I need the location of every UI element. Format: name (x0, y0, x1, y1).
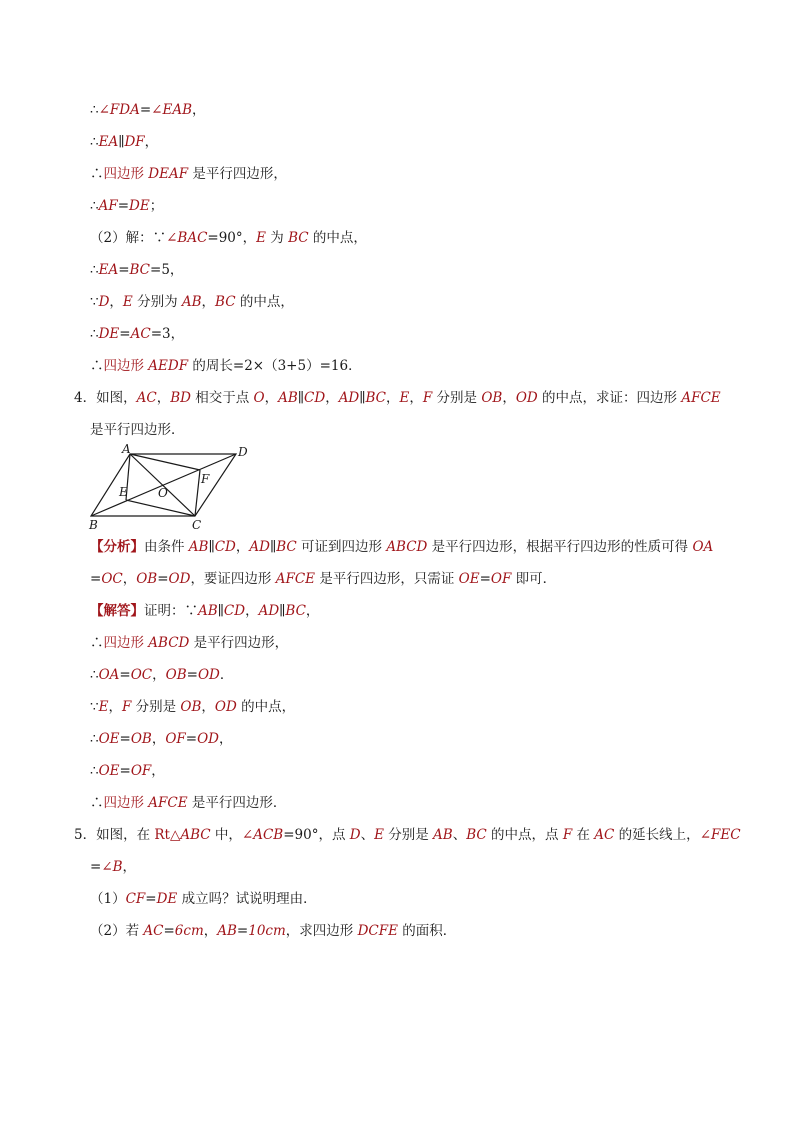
text-segment: ∥ (359, 390, 366, 406)
text-segment: 是平行四边形，根据平行四边形的性质可得 (427, 539, 693, 555)
text-segment: ， (219, 731, 233, 747)
text-segment: E (98, 699, 109, 715)
problem-5-part-1 (90, 890, 317, 908)
text-segment: ∥ (269, 539, 277, 555)
text-line-4 (90, 197, 163, 215)
text-segment: ∥ (297, 390, 305, 406)
text-segment: OB (180, 699, 202, 715)
text-segment: AC (143, 923, 164, 939)
text-line-6 (90, 261, 183, 279)
text-segment: 10cm (248, 923, 286, 939)
text-segment: AC (136, 390, 157, 406)
text-segment: BC (129, 262, 151, 278)
solution-line-5 (90, 730, 233, 748)
text-segment: OE (98, 763, 120, 779)
problem-4-statement-cont (90, 421, 185, 439)
text-segment: ∴ (90, 134, 99, 150)
analysis-line-1 (90, 538, 713, 556)
text-segment: 6cm (174, 923, 204, 939)
text-segment: AB (433, 827, 453, 843)
text-segment: = (145, 891, 157, 907)
text-segment: AEDF (148, 358, 189, 374)
text-segment: ABC (180, 827, 211, 843)
text-segment: OB (130, 731, 152, 747)
text-segment: 证明：∵ (144, 603, 198, 619)
text-segment: 5．如图，在 (74, 827, 155, 843)
text-segment: = (479, 571, 491, 587)
text-segment: 为 (266, 230, 289, 246)
text-segment: 的面积． (397, 923, 457, 939)
text-segment: ∵ (90, 699, 99, 715)
text-segment: AB (198, 603, 218, 619)
text-segment: ∠B (101, 859, 123, 875)
text-segment: = (139, 102, 152, 118)
text-segment: OB (165, 667, 187, 683)
text-segment: = (118, 262, 130, 278)
segment-ce (126, 500, 195, 516)
text-segment: ， (109, 294, 123, 310)
text-segment: AFCE (148, 795, 188, 811)
text-segment: BC (288, 230, 309, 246)
text-segment: AB (278, 390, 298, 406)
text-segment: ； (149, 198, 164, 214)
solution-line-2 (90, 634, 288, 652)
text-segment: ∵ (90, 294, 99, 310)
text-segment: AB (181, 294, 202, 310)
text-segment: 四边形 (103, 166, 149, 182)
problem-4-statement (74, 389, 721, 407)
label-e: E (119, 485, 128, 499)
text-line-5 (90, 229, 367, 247)
text-segment: = (90, 859, 102, 875)
text-segment: 是平行四边形． (187, 795, 287, 811)
text-segment: 是平行四边形， (189, 635, 289, 651)
text-segment: 是平行四边形， (188, 166, 287, 182)
label-c: C (192, 518, 202, 532)
text-segment: ∠FDA (98, 102, 140, 118)
text-segment: ， (386, 390, 400, 406)
text-segment: CD (214, 539, 236, 555)
text-segment: 的中点，点 (486, 827, 563, 843)
text-segment: ∠FEC (699, 827, 741, 843)
text-segment: ， (152, 667, 166, 683)
text-segment: BC (285, 603, 306, 619)
text-segment: ， (201, 294, 216, 310)
text-segment: DE (129, 198, 150, 214)
text-segment: = (163, 923, 175, 939)
text-segment: ∴ (90, 763, 99, 779)
text-segment: OE (98, 731, 120, 747)
text-segment: ，求四边形 (285, 923, 358, 939)
text-segment: （2）解：∵ (90, 230, 167, 246)
text-segment: ∥ (208, 539, 215, 555)
text-segment: ∴ (90, 166, 104, 182)
label-a: A (122, 444, 131, 456)
text-segment: ∥ (217, 603, 224, 619)
text-segment: OB (481, 390, 503, 406)
text-segment: DEAF (148, 166, 189, 182)
text-segment: ∴ (90, 198, 99, 214)
text-segment: AC (130, 326, 151, 342)
text-segment: = (157, 571, 169, 587)
text-segment: E (256, 230, 267, 246)
text-segment: ， (305, 603, 320, 619)
text-segment: F (121, 699, 132, 715)
text-segment: ∴ (90, 635, 104, 651)
label-f: F (201, 472, 210, 486)
text-segment: OD (214, 699, 237, 715)
text-segment: OE (458, 571, 480, 587)
text-segment: 四边形 (103, 635, 149, 651)
text-segment: ∴ (90, 795, 104, 811)
text-segment: AB (188, 539, 209, 555)
text-segment: AD (258, 603, 280, 619)
label-b: B (89, 518, 98, 532)
text-segment: = (119, 763, 131, 779)
text-segment: AF (98, 198, 118, 214)
text-segment: ∴ (90, 326, 99, 342)
text-segment: AFCE (275, 571, 316, 587)
text-segment: CD (304, 390, 326, 406)
text-segment: ， (325, 390, 339, 406)
text-segment: BC (276, 539, 297, 555)
text-segment: ∴ (90, 731, 99, 747)
text-segment: EA (98, 134, 119, 150)
text-segment: ． (219, 667, 234, 683)
text-segment: = (90, 571, 102, 587)
text-segment: =3， (150, 326, 185, 342)
text-line-3 (90, 165, 287, 183)
text-segment: 分别是 (383, 827, 434, 843)
text-segment: ， (502, 390, 516, 406)
text-segment: 相交于点 (190, 390, 254, 406)
label-d: D (238, 445, 248, 459)
text-segment: 是平行四边形． (90, 422, 185, 438)
parallelogram-figure (88, 444, 258, 534)
text-segment: OF (490, 571, 512, 587)
text-segment: OF (165, 731, 186, 747)
text-segment: 【解答】 (90, 603, 144, 619)
text-segment: ， (108, 699, 122, 715)
text-line-7 (90, 293, 294, 311)
text-segment: = (236, 923, 249, 939)
text-segment: ， (245, 603, 259, 619)
text-segment: DCFE (357, 923, 398, 939)
text-segment: BC (466, 827, 487, 843)
text-segment: O (253, 390, 265, 406)
text-segment: D (349, 827, 361, 843)
text-segment: ∴ (90, 358, 104, 374)
text-segment: 的中点， (308, 230, 367, 246)
text-segment: ， (151, 731, 166, 747)
label-o: O (158, 486, 168, 500)
text-segment: OC (130, 667, 153, 683)
text-segment: OF (130, 763, 152, 779)
text-segment: ∴ (90, 262, 99, 278)
text-segment: AD (249, 539, 270, 555)
text-segment: OD (168, 571, 191, 587)
text-segment: DE (98, 326, 120, 342)
solution-line-1 (90, 602, 319, 620)
text-segment: =5， (150, 262, 184, 278)
text-segment: DF (124, 134, 145, 150)
text-segment: =90°， (207, 230, 257, 246)
text-segment: ， (151, 763, 165, 779)
text-segment: F (422, 390, 433, 406)
text-segment: ∠EAB (151, 102, 193, 118)
text-segment: AD (338, 390, 360, 406)
segment-af (130, 454, 200, 470)
text-segment: 、 (452, 827, 467, 843)
text-segment: 成立吗？试说明理由． (177, 891, 317, 907)
text-segment: OA (98, 667, 120, 683)
text-segment: = (119, 731, 131, 747)
text-segment: OA (692, 539, 714, 555)
text-segment: 在 (572, 827, 595, 843)
text-segment: AFCE (681, 390, 721, 406)
text-line-2 (90, 133, 158, 151)
text-segment: AC (594, 827, 615, 843)
text-segment: CD (223, 603, 246, 619)
text-segment: 的中点， (236, 699, 296, 715)
text-segment: OB (136, 571, 158, 587)
text-segment: DE (156, 891, 178, 907)
text-segment: （1） (90, 891, 126, 907)
text-segment: 四边形 (103, 358, 149, 374)
text-segment: 的延长线上， (614, 827, 700, 843)
text-segment: ， (203, 923, 218, 939)
text-segment: ，要证四边形 (190, 571, 276, 587)
text-segment: ∴ (90, 102, 99, 118)
text-segment: 是平行四边形，只需证 (315, 571, 459, 587)
text-segment: E (374, 827, 384, 843)
text-segment: ， (122, 859, 137, 875)
text-segment: BC (215, 294, 236, 310)
text-segment: D (98, 294, 110, 310)
text-segment: 的中点， (235, 294, 294, 310)
text-segment: ， (409, 390, 423, 406)
text-line-1 (90, 101, 206, 119)
text-segment: ∠ACB (241, 827, 284, 843)
text-segment: 【分析】 (90, 539, 144, 555)
text-segment: ABCD (386, 539, 428, 555)
text-segment: E (399, 390, 410, 406)
text-segment: CF (125, 891, 146, 907)
text-segment: OC (101, 571, 123, 587)
solution-line-4 (90, 698, 295, 716)
text-segment: 的周长=2×（3+5）=16． (188, 358, 362, 374)
text-segment: ∥ (118, 134, 125, 150)
text-segment: = (119, 326, 131, 342)
text-segment: （2）若 (90, 923, 144, 939)
problem-5-statement (74, 826, 741, 844)
diagonal-bd (91, 454, 236, 516)
text-segment: 四边形 (103, 795, 149, 811)
text-segment: 的中点，求证：四边形 (537, 390, 682, 406)
text-segment: OD (197, 731, 219, 747)
text-segment: 中， (210, 827, 242, 843)
text-segment: BC (365, 390, 387, 406)
text-segment: ， (235, 539, 250, 555)
text-segment: = (117, 198, 130, 214)
text-segment: EA (98, 262, 119, 278)
problem-5-part-2 (90, 922, 456, 940)
text-segment: ， (122, 571, 137, 587)
text-segment: 可证到四边形 (296, 539, 387, 555)
text-segment: ， (192, 102, 206, 118)
text-line-8 (90, 325, 184, 343)
solution-line-3 (90, 666, 233, 684)
text-segment: = (186, 667, 198, 683)
problem-5-statement-cont (90, 858, 136, 876)
text-segment: OD (515, 390, 538, 406)
text-segment: ∠BAC (166, 230, 208, 246)
text-segment: 、 (360, 827, 375, 843)
text-line-9 (90, 357, 362, 375)
text-segment: ABCD (148, 635, 190, 651)
solution-line-7 (90, 794, 286, 812)
text-segment: = (185, 731, 198, 747)
text-segment: F (562, 827, 573, 843)
text-segment: 由条件 (144, 539, 189, 555)
text-segment: ， (144, 134, 159, 150)
text-segment: 即可． (511, 571, 557, 587)
text-segment: Rt△ (154, 827, 181, 843)
text-segment: =90°，点 (283, 827, 350, 843)
text-segment: AB (217, 923, 237, 939)
text-segment: E (122, 294, 133, 310)
text-segment: ∥ (279, 603, 286, 619)
text-segment: 分别是 (432, 390, 482, 406)
text-segment: 分别是 (131, 699, 181, 715)
text-segment: BD (170, 390, 191, 406)
text-segment: ， (264, 390, 279, 406)
text-segment: = (119, 667, 131, 683)
text-segment: OD (197, 667, 220, 683)
text-segment: 分别为 (132, 294, 182, 310)
text-segment: ∴ (90, 667, 99, 683)
text-segment: 4．如图， (74, 390, 137, 406)
analysis-line-2 (90, 570, 556, 588)
text-segment: ， (201, 699, 215, 715)
solution-line-6 (90, 762, 165, 780)
text-segment: ， (156, 390, 171, 406)
